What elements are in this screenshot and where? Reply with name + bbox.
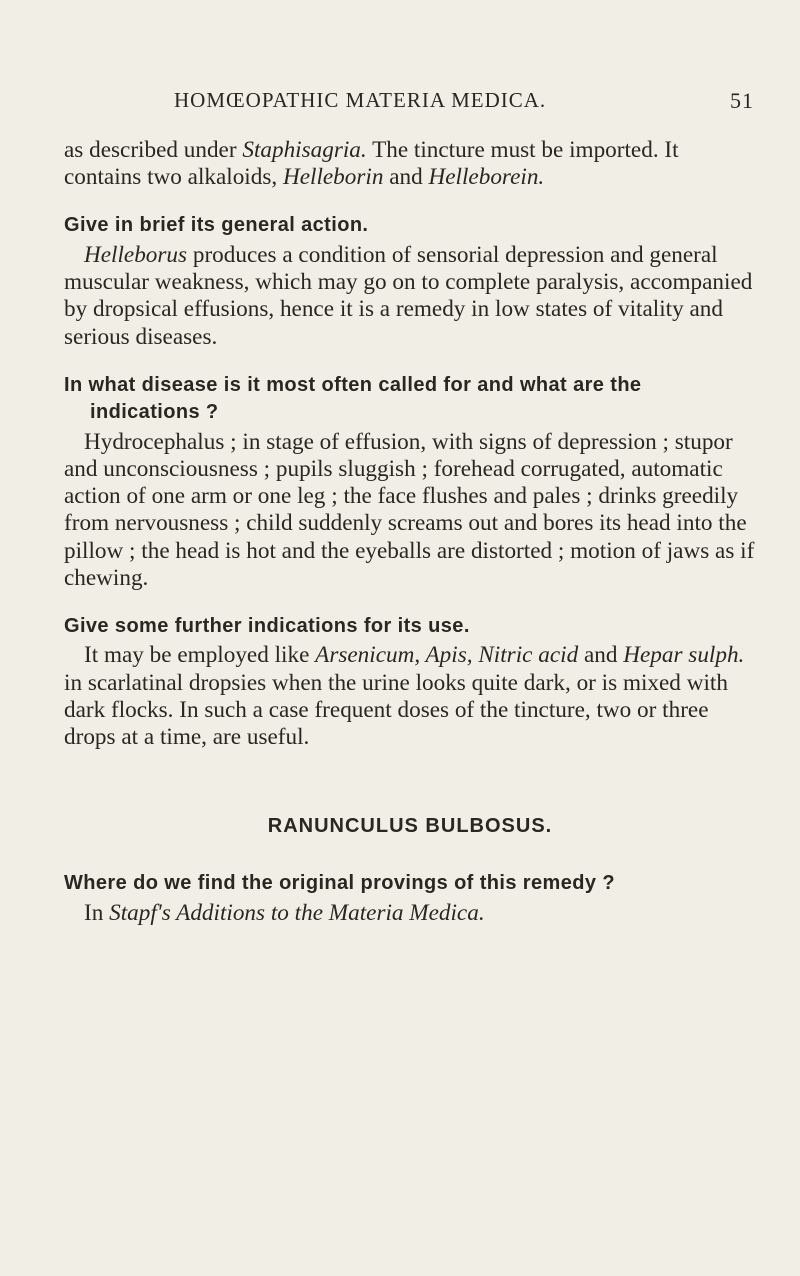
- body-text: [64, 137, 756, 927]
- text-span: In: [84, 899, 110, 926]
- paragraph-hydrocephalus: Hydrocephalus ; in stage of effusion, with signs of depression ; stupor and unconsciousness ; pupils sluggish ; forehead corrugated, automatic action of one arm or one leg ; the face flushes and pales ; drinks greedily from nervousness ; child suddenly screams out and bores its head into the pillow ; the head is hot and the eyeballs are distorted ; motion of jaws as if chewing.: [64, 428, 755, 591]
- italic-term: Helleborein.: [428, 164, 545, 191]
- paragraph-original-provings: [64, 900, 756, 927]
- text-span: and: [578, 642, 624, 669]
- italic-term: Staphisagria.: [242, 137, 367, 163]
- running-title: HOMŒOPATHIC MATERIA MEDICA.: [174, 88, 547, 112]
- page-number: 51: [730, 88, 754, 113]
- italic-term: Helleborus: [84, 241, 188, 268]
- text-span: It may be employed like: [84, 642, 316, 669]
- italic-term: Stapf's Additions to the Materia Medica.: [109, 899, 485, 926]
- italic-term: Arsenicum, Apis, Nitric acid: [315, 642, 579, 669]
- italic-term: Helleborin: [282, 164, 384, 191]
- paragraph-general-action: [64, 242, 756, 351]
- question-general-action: Give in brief its general action.: [64, 214, 369, 237]
- text-span: and: [383, 164, 429, 191]
- section-heading: RANUNCULUS BULBOSUS.: [267, 815, 553, 838]
- running-head: [174, 88, 754, 118]
- paragraph-staphisagria: [64, 137, 756, 191]
- text-span: produces a condition of sensorial depression and general muscular weakness, which may go on to complete paralysis, accompanied by dropsical effusions, hence it is a remedy in low states of vitality and serious diseases.: [64, 241, 753, 350]
- question-original-provings: Where do we find the original provings of this remedy ?: [64, 872, 615, 895]
- question-disease-indications: In what disease is it most often called for and what are the indications ?: [64, 373, 642, 424]
- text-span: The tincture must be imported. It contains two alkaloids,: [64, 137, 679, 191]
- text-span: in scarlatinal dropsies when the urine looks quite dark, or is mixed with dark flocks. In such a case frequent doses of the tincture, two or three drops at a time, are useful.: [64, 669, 728, 751]
- italic-term: Hepar sulph.: [623, 642, 745, 669]
- question-further-indications: Give some further indications for its use.: [64, 614, 470, 637]
- paragraph-further-indications: [64, 642, 756, 751]
- text-span: as described under: [64, 137, 243, 163]
